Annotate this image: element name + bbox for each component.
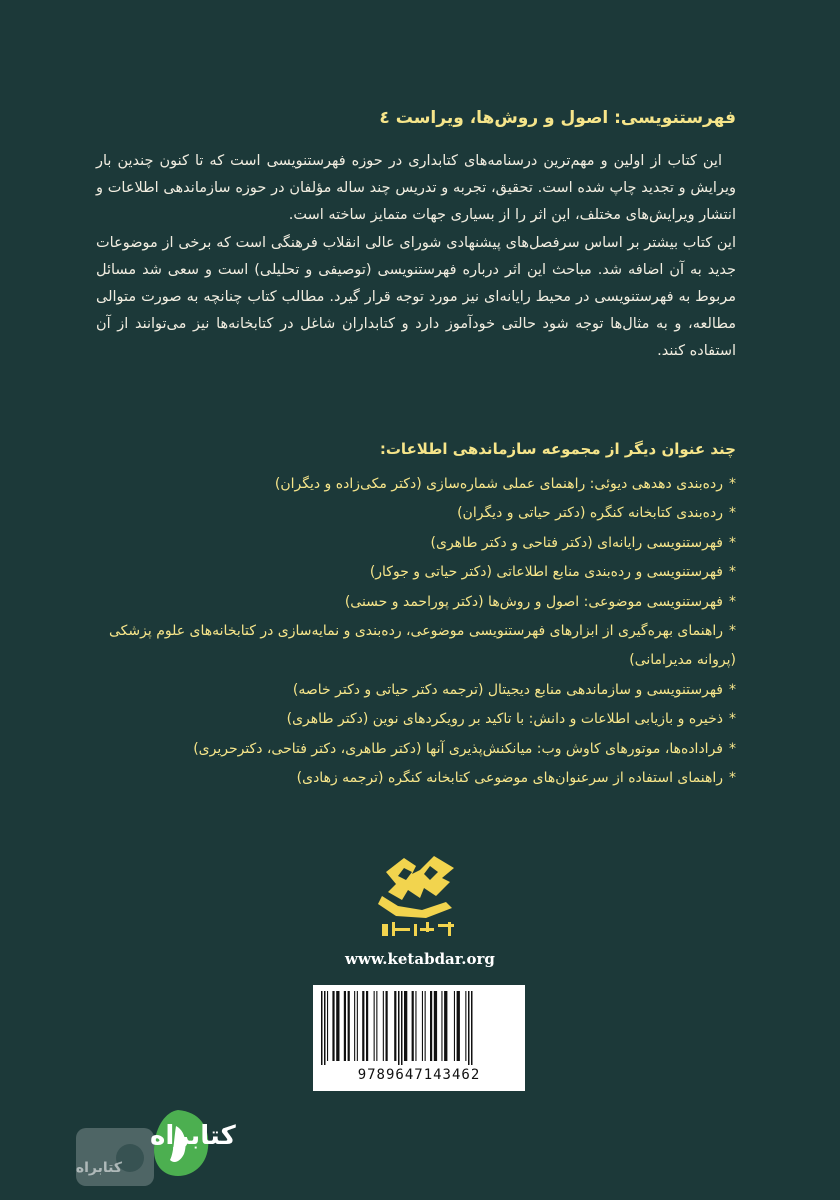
book-description <box>96 148 736 366</box>
barcode-bar <box>362 991 364 1061</box>
series-item: *فهرستنویسی و سازماندهی منابع دیجیتال (ترجمه دکتر حیاتی و دکتر خاصه) <box>292 681 736 698</box>
bullet-icon: * <box>729 770 736 787</box>
series-item: *فراداده‌ها، موتورهای کاوش وب: میانکنش‌پذیری آنها (دکتر طاهری، دکتر فتاحی، دکترحریری) <box>193 740 736 757</box>
bullet-icon: * <box>729 593 736 610</box>
book-title: فهرستنویسی: اصول و روش‌ها، ویراست ٤ <box>379 108 736 128</box>
series-item: *راهنمای بهره‌گیری از ابزارهای فهرستنویسی موضوعی، رده‌بندی و نمایه‌سازی در کتابخانه‌های علوم پزشکی (پروانه مدیرامانی) <box>109 623 736 669</box>
barcode-bar <box>401 991 403 1065</box>
barcode-bar <box>465 991 466 1061</box>
barcode-bar <box>412 991 414 1061</box>
barcode-bar <box>327 991 328 1061</box>
isbn-barcode <box>313 985 525 1091</box>
barcode-bar <box>354 991 355 1061</box>
barcode-bar <box>425 991 426 1061</box>
series-item: *فهرستنویسی موضوعی: اصول و روش‌ها (دکتر پوراحمد و حسنی) <box>344 593 736 610</box>
barcode-bars <box>319 991 519 1065</box>
publisher-logo <box>368 852 468 942</box>
barcode-bar <box>344 991 346 1061</box>
bullet-icon: * <box>729 681 736 698</box>
bullet-icon: * <box>729 534 736 551</box>
bullet-icon: * <box>729 564 736 581</box>
barcode-bar <box>357 991 358 1061</box>
barcode-bar <box>366 991 368 1061</box>
barcode-bar <box>457 991 460 1061</box>
publisher-website: www.ketabdar.org <box>345 950 495 968</box>
bullet-icon: * <box>729 623 736 640</box>
barcode-bar <box>332 991 334 1061</box>
watermark-text-faint: کتابراه <box>75 1160 122 1176</box>
series-item: *ذخیره و بازیابی اطلاعات و دانش: با تاکید بر رویکردهای نوین (دکتر طاهری) <box>286 711 736 728</box>
series-item: *فهرستنویسی رایانه‌ای (دکتر فتاحی و دکتر طاهری) <box>430 534 736 551</box>
barcode-bar <box>348 991 350 1061</box>
barcode-bar <box>434 991 437 1061</box>
barcode-bar <box>471 991 473 1065</box>
barcode-number: 9789647143462 <box>357 1067 481 1083</box>
bullet-icon: * <box>729 740 736 757</box>
barcode-bar <box>374 991 375 1061</box>
barcode-bar <box>404 991 407 1061</box>
barcode-bar <box>376 991 377 1061</box>
bullet-icon: * <box>729 476 736 492</box>
barcode-bar <box>398 991 400 1065</box>
barcode-bar <box>386 991 388 1061</box>
barcode-bar <box>324 991 326 1065</box>
barcode-bar <box>321 991 323 1065</box>
series-heading: چند عنوان دیگر از مجموعه سازماندهی اطلاعات: <box>379 440 736 458</box>
bullet-icon: * <box>729 711 736 728</box>
description-paragraph: این کتاب بیشتر بر اساس سرفصل‌های پیشنهادی شورای عالی انقلاب فرهنگی است که برخی از موضوعات جدید به آن اضافه شد. مباحث این اثر درباره فهرستنویسی (توصیفی و تحلیلی) است و سعی شد مسائل مربوط به فهرستنویسی در محیط رایانه‌ای نیز مورد توجه قرار گیرد. مطالب کتاب چنانچه به صورت متوالی مطالعه، و به مثال‌ها توجه شود حالتی خودآموز دارد و کتابداران شاغل در کتابخانه‌ها نیز می‌توانند از آن استفاده کنند. <box>96 234 736 360</box>
series-list <box>96 470 736 793</box>
watermark-shadow <box>76 1128 154 1186</box>
barcode-bar <box>454 991 455 1061</box>
series-item: *فهرستنویسی و رده‌بندی منابع اطلاعاتی (دکتر حیاتی و جوکار) <box>369 564 736 581</box>
barcode-bar <box>468 991 470 1065</box>
barcode-bar <box>422 991 423 1061</box>
series-item: *رده‌بندی دهدهی دیوئی: راهنمای عملی شماره‌سازی (دکتر مکی‌زاده و دیگران) <box>274 476 736 492</box>
barcode-bar <box>430 991 432 1061</box>
barcode-bar <box>441 991 442 1061</box>
barcode-bar <box>336 991 339 1061</box>
barcode-bar <box>394 991 396 1061</box>
barcode-bar <box>415 991 416 1061</box>
barcode-bar <box>383 991 384 1061</box>
series-item: *راهنمای استفاده از سرعنوان‌های موضوعی کتابخانه کنگره (ترجمه زهادی) <box>296 770 736 787</box>
description-paragraph: این کتاب از اولین و مهم‌ترین درسنامه‌های کتابداری در حوزه فهرستنویسی است که تا کنون چندین بار ویرایش و تجدید چاپ شده است. تحقیق، تجربه و تدریس چند ساله مؤلفان در حوزه سازماندهی اطلاعات و انتشار ویرایش‌های مختلف، این اثر را از بسیاری جهات متمایز ساخته است. <box>96 153 736 224</box>
series-item: *رده‌بندی کتابخانه کنگره (دکتر حیاتی و دیگران) <box>457 505 736 522</box>
bullet-icon: * <box>729 505 736 522</box>
watermark-text: کتابراه <box>150 1121 236 1151</box>
barcode-bar <box>444 991 447 1061</box>
site-watermark <box>18 1090 236 1190</box>
